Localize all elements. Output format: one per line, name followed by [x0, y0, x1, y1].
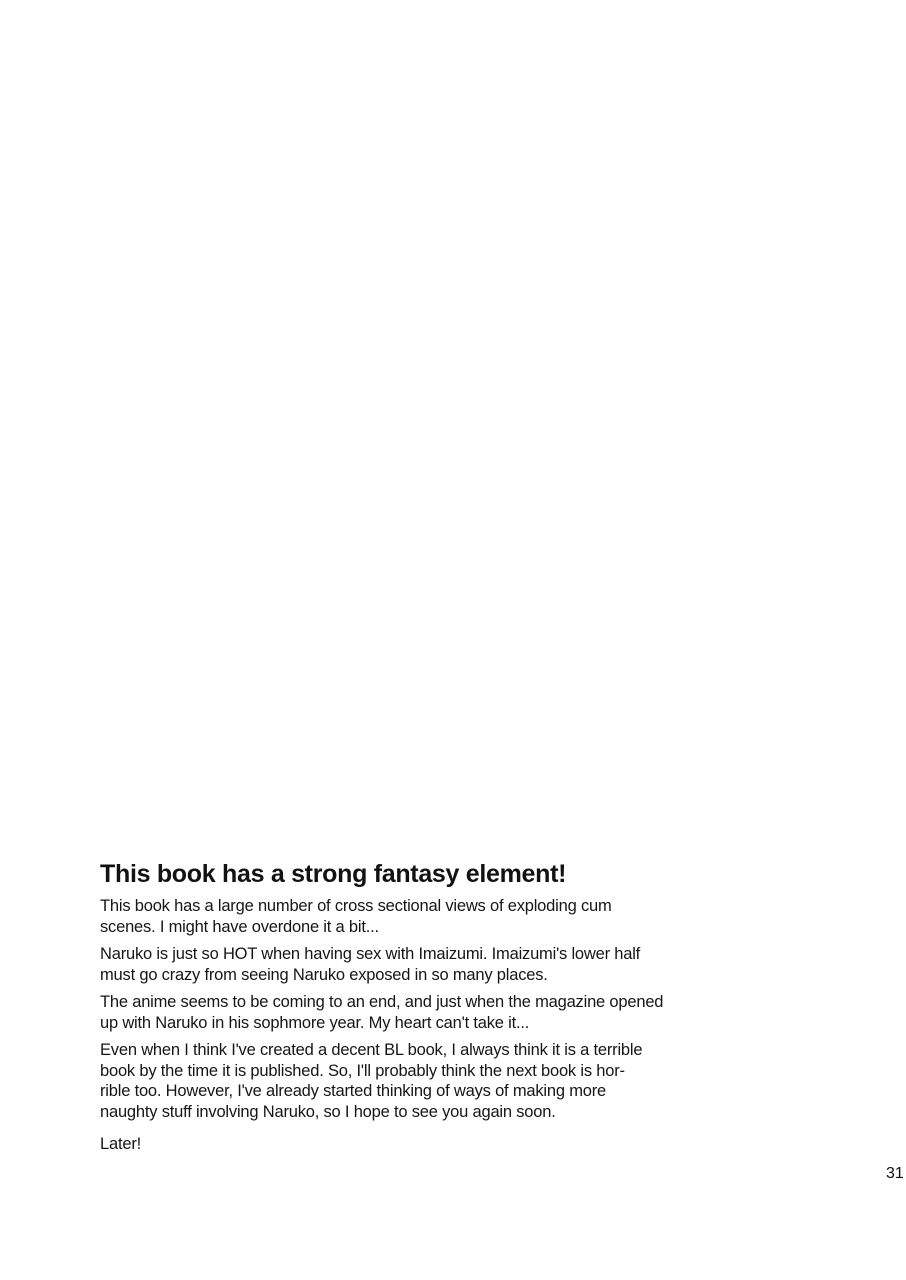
text-line: Even when I think I've created a decent BL book, I always think it is a terrible: [100, 1041, 643, 1059]
text-line: Naruko is just so HOT when having sex with Imaizumi. Imaizumi's lower half: [100, 945, 641, 963]
afterword-title: This book has a strong fantasy element!: [100, 860, 567, 888]
afterword-paragraph-1: [100, 896, 700, 937]
text-line: The anime seems to be coming to an end, and just when the magazine opened: [100, 993, 664, 1011]
text-line: rible too. However, I've already started thinking of ways of making more: [100, 1082, 606, 1100]
text-line: must go crazy from seeing Naruko exposed in so many places.: [100, 965, 548, 984]
afterword-closing: [100, 1134, 700, 1155]
afterword-paragraph-4: [100, 1040, 700, 1122]
text-line: Later!: [100, 1135, 141, 1153]
page-number: 31: [886, 1165, 904, 1182]
text-line: This book has a large number of cross sectional views of exploding cum: [100, 897, 612, 915]
text-line: book by the time it is published. So, I'll probably think the next book is hor-: [100, 1061, 625, 1080]
text-line: up with Naruko in his sophmore year. My heart can't take it...: [100, 1013, 530, 1032]
afterword-text-block: [100, 858, 700, 1162]
text-line: scenes. I might have overdone it a bit...: [100, 917, 379, 936]
text-line: naughty stuff involving Naruko, so I hope to see you again soon.: [100, 1102, 556, 1121]
afterword-paragraph-3: [100, 992, 700, 1033]
afterword-paragraph-2: [100, 944, 700, 985]
